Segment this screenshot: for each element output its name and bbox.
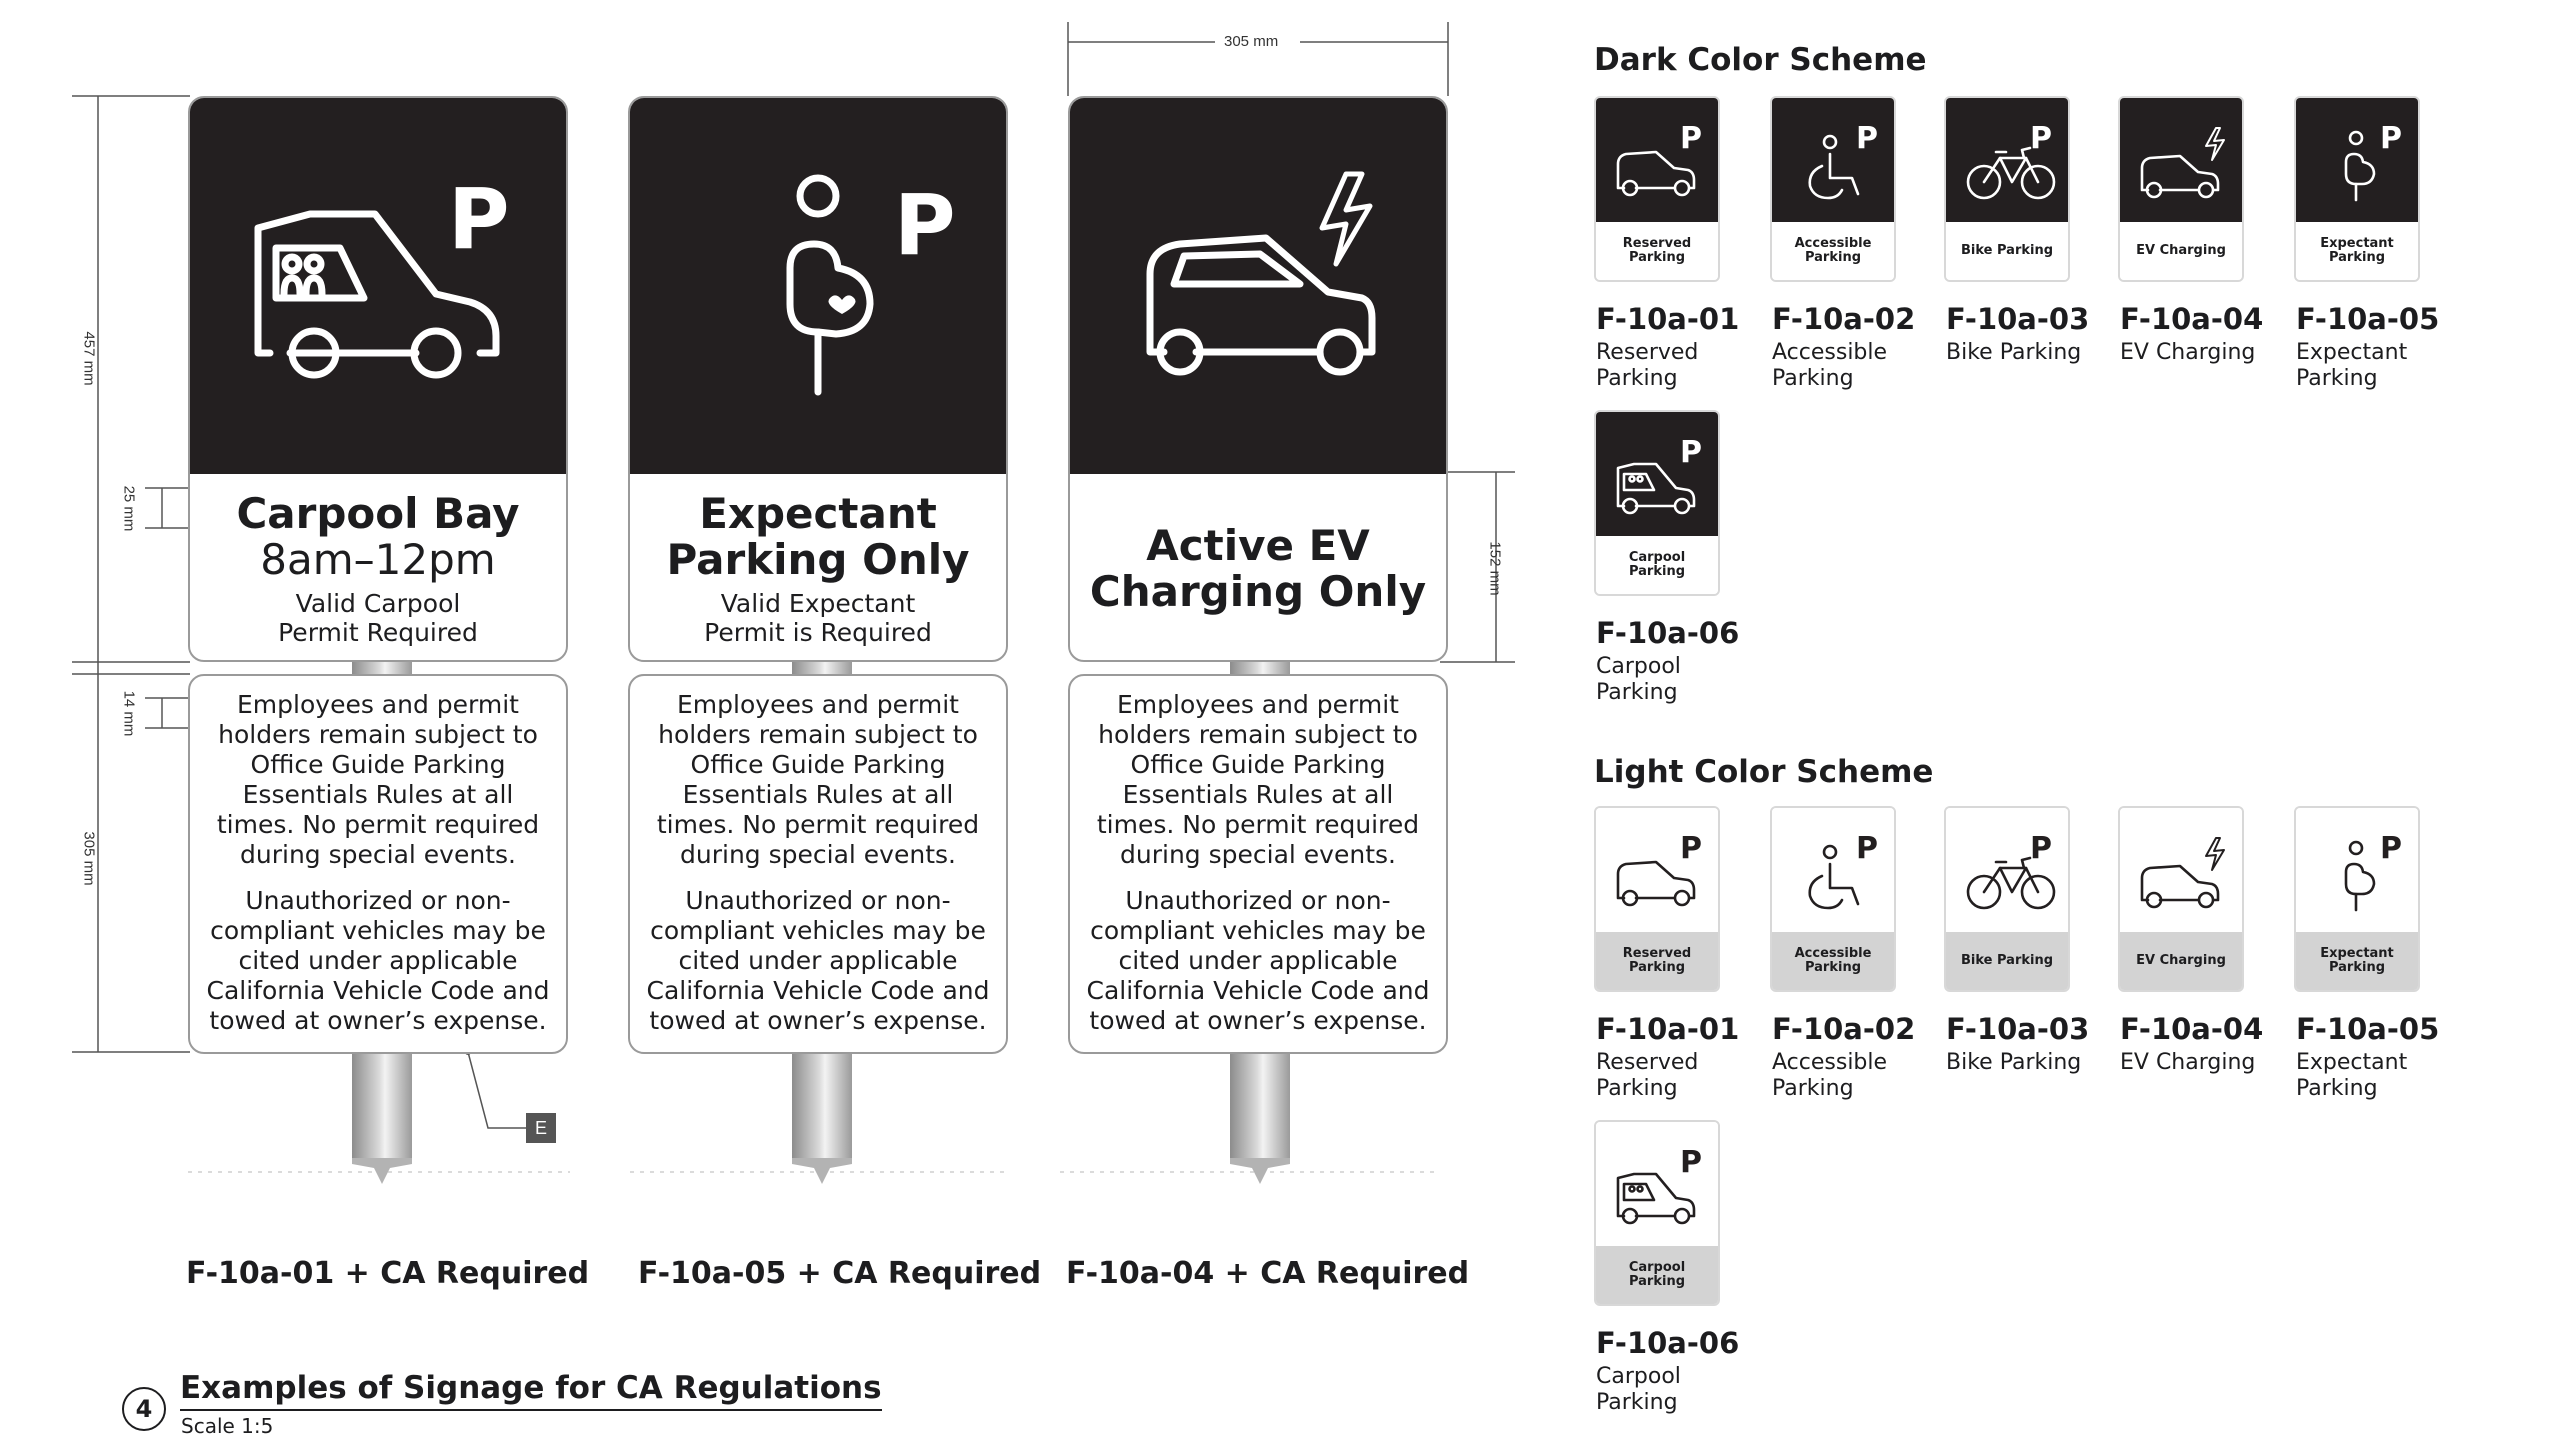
sign-upper-panel bbox=[188, 96, 568, 662]
sign-name: Reserved Parking bbox=[1596, 340, 1699, 391]
figure-scale: Scale 1:5 bbox=[181, 1414, 274, 1438]
sign-name: Carpool Parking bbox=[1596, 1364, 1681, 1415]
sign-name: Accessible Parking bbox=[1772, 340, 1888, 391]
sign-name: Bike Parking bbox=[1946, 340, 2082, 365]
rules-paragraph: Employees and permit holders remain subject to Office Guide Parking Essentials Rules at all times. No permit required during special events. bbox=[216, 690, 540, 869]
sign-subtitle: Valid Carpool Permit Required bbox=[278, 589, 478, 647]
svg-text:P: P bbox=[1680, 831, 1702, 866]
sign-code: F-10a-05 bbox=[2296, 302, 2440, 336]
ev-car-icon bbox=[2120, 98, 2242, 222]
tile-label: Expectant Parking bbox=[2296, 222, 2418, 280]
rules-paragraph: Employees and permit holders remain subject to Office Guide Parking Essentials Rules at all times. No permit required during special events. bbox=[1096, 690, 1420, 869]
bike-icon bbox=[1946, 98, 2068, 222]
dim-gap-text-label: 25 mm bbox=[120, 485, 138, 532]
svg-text:P: P bbox=[2380, 121, 2402, 156]
light-tile-bike-parking bbox=[1944, 806, 2070, 992]
sign-code: F-10a-01 bbox=[1596, 302, 1740, 336]
carpool-icon bbox=[1596, 412, 1718, 536]
dim-lower-height-label: 305 mm bbox=[80, 831, 98, 886]
tile-label: Bike Parking bbox=[1946, 932, 2068, 990]
sign-name: Bike Parking bbox=[1946, 1050, 2082, 1075]
sign-title: Parking Only bbox=[666, 535, 970, 584]
svg-text:P: P bbox=[448, 170, 510, 268]
light-scheme-title: Light Color Scheme bbox=[1594, 754, 1934, 790]
tile-label: Accessible Parking bbox=[1772, 932, 1894, 990]
dark-tile-ev-charging bbox=[2118, 96, 2244, 282]
tile-label: Accessible Parking bbox=[1772, 222, 1894, 280]
sign-code: F-10a-01 bbox=[1596, 1012, 1740, 1046]
rules-paragraph: Unauthorized or non-compliant vehicles may be cited under applicable California Vehicle Code and towed at owner’s expense. bbox=[1086, 886, 1430, 1035]
sign-code: F-10a-03 bbox=[1946, 1012, 2090, 1046]
light-tile-expectant-parking bbox=[2294, 806, 2420, 992]
sign-expectant bbox=[628, 96, 1008, 1056]
sign-code: F-10a-06 bbox=[1596, 616, 1740, 650]
dark-tile-accessible-parking bbox=[1770, 96, 1896, 282]
sign-rules-panel bbox=[1068, 674, 1448, 1054]
sign-code: F-10a-05 bbox=[2296, 1012, 2440, 1046]
dark-scheme-title: Dark Color Scheme bbox=[1594, 42, 1927, 78]
sign-rules-panel bbox=[188, 674, 568, 1054]
sign-code: F-10a-02 bbox=[1772, 302, 1916, 336]
tile-label: EV Charging bbox=[2120, 932, 2242, 990]
sign-icon-area bbox=[630, 98, 1006, 474]
sign-name: Expectant Parking bbox=[2296, 340, 2408, 391]
dim-panel-gap-label: 14 mm bbox=[120, 690, 138, 737]
callout-marker: E bbox=[526, 1113, 556, 1143]
sign-code: F-10a-03 bbox=[1946, 302, 2090, 336]
dim-width-label: 305 mm bbox=[1224, 33, 1279, 50]
svg-text:P: P bbox=[1856, 121, 1878, 156]
tile-label: Carpool Parking bbox=[1596, 1246, 1718, 1304]
car-icon bbox=[1596, 808, 1718, 932]
tile-label: Carpool Parking bbox=[1596, 536, 1718, 594]
wheelchair-icon bbox=[1772, 808, 1894, 932]
sign-name: Expectant Parking bbox=[2296, 1050, 2408, 1101]
sign-carpool bbox=[188, 96, 568, 1056]
svg-text:P: P bbox=[1680, 121, 1702, 156]
svg-text:P: P bbox=[2030, 121, 2052, 156]
light-tile-ev-charging bbox=[2118, 806, 2244, 992]
carpool-icon bbox=[1596, 1122, 1718, 1246]
sign-text-block bbox=[190, 474, 566, 662]
svg-text:P: P bbox=[894, 176, 956, 274]
ev-car-icon bbox=[2120, 808, 2242, 932]
dim-text-block-label: 152 mm bbox=[1486, 541, 1504, 596]
expectant-icon bbox=[2296, 808, 2418, 932]
tile-label: Expectant Parking bbox=[2296, 932, 2418, 990]
rules-paragraph: Employees and permit holders remain subject to Office Guide Parking Essentials Rules at all times. No permit required during special events. bbox=[656, 690, 980, 869]
tile-label: Reserved Parking bbox=[1596, 932, 1718, 990]
svg-text:P: P bbox=[1856, 831, 1878, 866]
expectant-icon bbox=[2296, 98, 2418, 222]
sign-caption: F-10a-04 + CA Required bbox=[1066, 1256, 1470, 1291]
sign-caption: F-10a-01 + CA Required bbox=[186, 1256, 590, 1291]
sign-title: Active EV bbox=[1146, 521, 1370, 570]
sign-code: F-10a-04 bbox=[2120, 1012, 2264, 1046]
dark-tile-reserved-parking bbox=[1594, 96, 1720, 282]
figure-title: Examples of Signage for CA Regulations bbox=[180, 1370, 882, 1411]
light-tile-carpool-parking bbox=[1594, 1120, 1720, 1306]
sign-code: F-10a-06 bbox=[1596, 1326, 1740, 1360]
sign-title: Charging Only bbox=[1089, 567, 1427, 616]
expectant-icon bbox=[630, 98, 1006, 474]
sign-code: F-10a-04 bbox=[2120, 302, 2264, 336]
sign-text-block bbox=[1070, 474, 1446, 662]
bike-icon bbox=[1946, 808, 2068, 932]
sign-upper-panel bbox=[1068, 96, 1448, 662]
post-break bbox=[1230, 1158, 1290, 1184]
dim-upper-height-label: 457 mm bbox=[80, 331, 98, 386]
svg-text:P: P bbox=[2380, 831, 2402, 866]
sign-name: Carpool Parking bbox=[1596, 654, 1681, 705]
svg-text:P: P bbox=[2030, 831, 2052, 866]
sign-title: Carpool Bay bbox=[236, 489, 520, 538]
light-tile-reserved-parking bbox=[1594, 806, 1720, 992]
sign-title: Expectant bbox=[699, 489, 937, 538]
sign-name: EV Charging bbox=[2120, 340, 2256, 365]
sign-name: Reserved Parking bbox=[1596, 1050, 1699, 1101]
dark-tile-bike-parking bbox=[1944, 96, 2070, 282]
sign-ev-charging bbox=[1068, 96, 1448, 1056]
dark-tile-carpool-parking bbox=[1594, 410, 1720, 596]
sign-caption: F-10a-05 + CA Required bbox=[638, 1256, 1042, 1291]
rules-paragraph: Unauthorized or non-compliant vehicles may be cited under applicable California Vehicle Code and towed at owner’s expense. bbox=[646, 886, 990, 1035]
rules-paragraph: Unauthorized or non-compliant vehicles may be cited under applicable California Vehicle Code and towed at owner’s expense. bbox=[206, 886, 550, 1035]
carpool-icon bbox=[190, 98, 566, 474]
sign-icon-area bbox=[190, 98, 566, 474]
wheelchair-icon bbox=[1772, 98, 1894, 222]
tile-label: Reserved Parking bbox=[1596, 222, 1718, 280]
tile-label: Bike Parking bbox=[1946, 222, 2068, 280]
ev-charging-icon bbox=[1070, 98, 1446, 474]
figure-number: 4 bbox=[122, 1387, 166, 1431]
sign-rules-panel bbox=[628, 674, 1008, 1054]
sign-code: F-10a-02 bbox=[1772, 1012, 1916, 1046]
sign-icon-area bbox=[1070, 98, 1446, 474]
light-tile-accessible-parking bbox=[1770, 806, 1896, 992]
sign-name: EV Charging bbox=[2120, 1050, 2256, 1075]
post-break bbox=[792, 1158, 852, 1184]
svg-text:P: P bbox=[1680, 435, 1702, 470]
sign-hours: 8am–12pm bbox=[260, 535, 496, 584]
dark-tile-expectant-parking bbox=[2294, 96, 2420, 282]
sign-subtitle: Valid Expectant Permit is Required bbox=[704, 589, 932, 647]
car-icon bbox=[1596, 98, 1718, 222]
svg-text:P: P bbox=[1680, 1145, 1702, 1180]
post-break bbox=[352, 1158, 412, 1184]
sign-name: Accessible Parking bbox=[1772, 1050, 1888, 1101]
sign-text-block bbox=[630, 474, 1006, 662]
tile-label: EV Charging bbox=[2120, 222, 2242, 280]
sign-upper-panel bbox=[628, 96, 1008, 662]
